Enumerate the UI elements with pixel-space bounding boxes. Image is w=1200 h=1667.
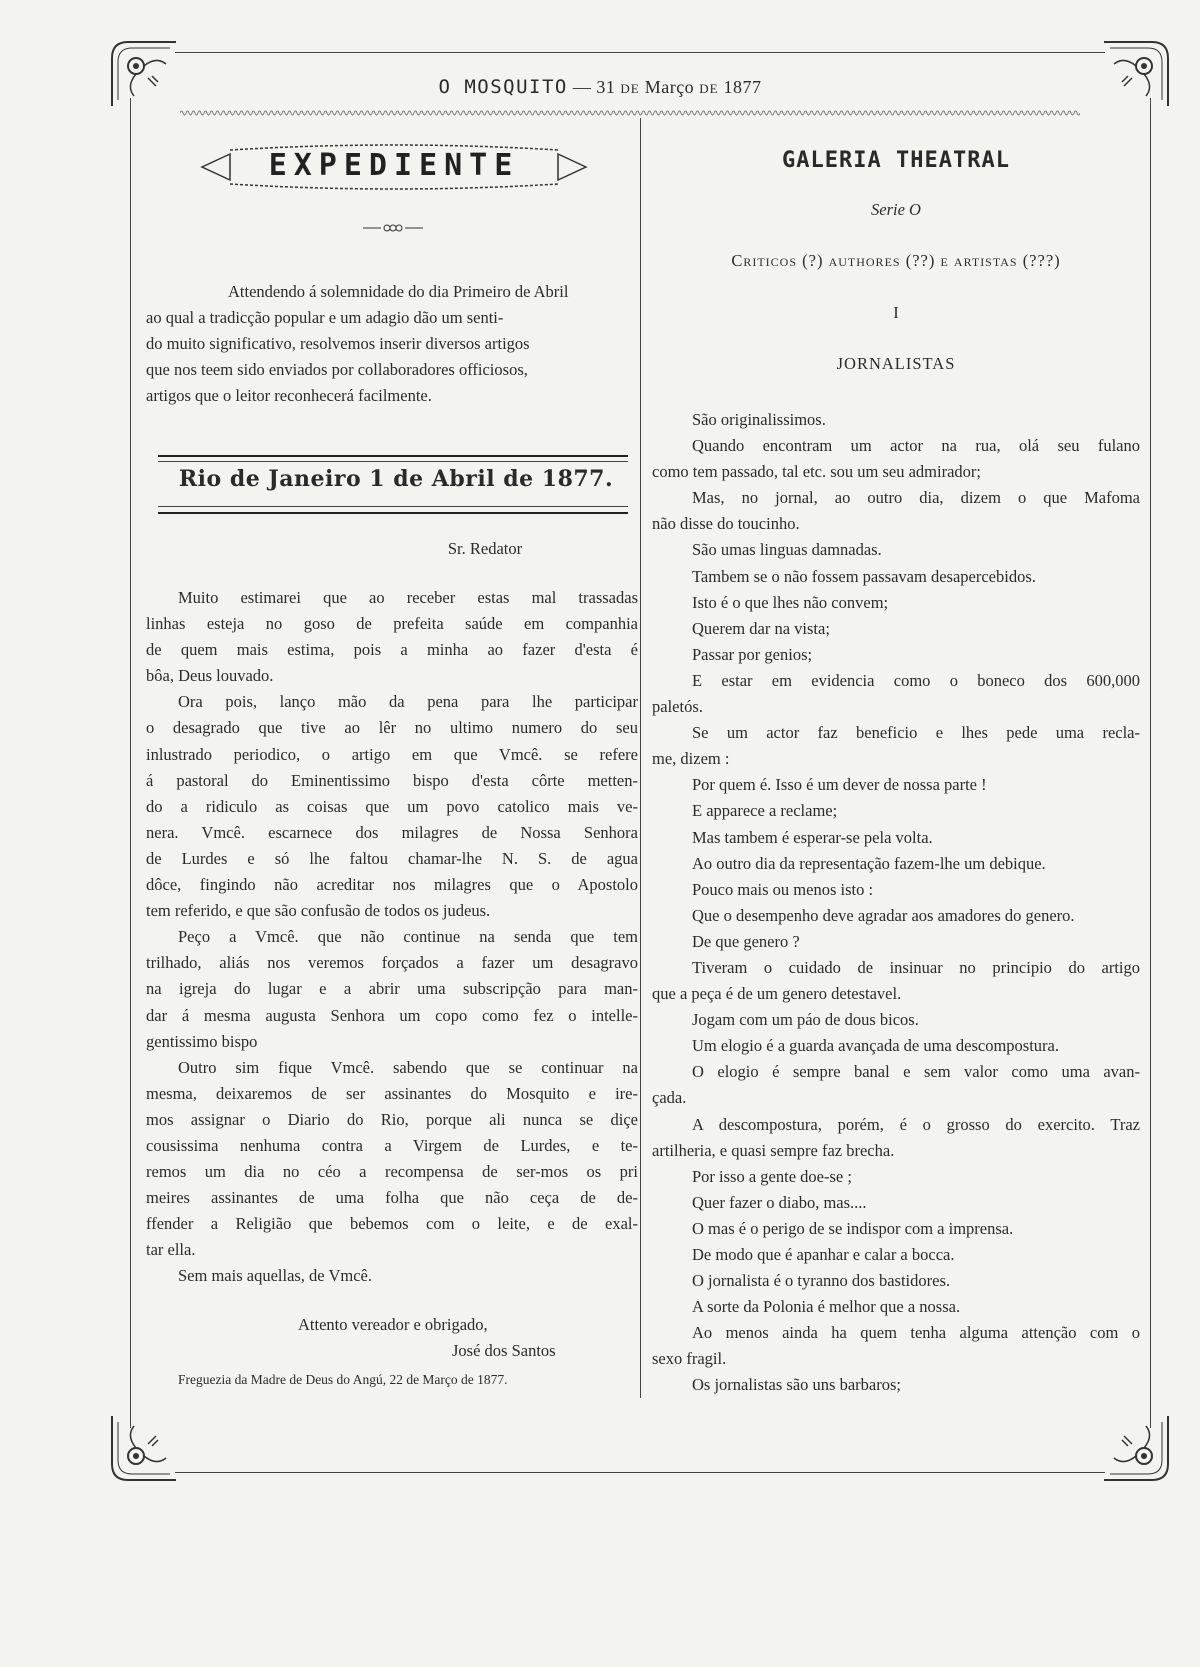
text-line: çada. — [652, 1088, 687, 1108]
text-line: Quando encontram um actor na rua, olá seu fulano — [692, 436, 1140, 456]
text-line: do a ridiculo as coisas que um povo catolico mais ve- — [146, 796, 638, 816]
left-border — [130, 98, 131, 1428]
masthead-de: DE — [699, 81, 719, 96]
text-line: paletós. — [652, 697, 703, 717]
ornament-corner-icon — [1100, 1412, 1172, 1484]
text-line: sexo fragil. — [652, 1349, 727, 1369]
text-line: mesma, deixaremos de ser assinantes do Mosquito e ire- — [146, 1083, 638, 1103]
text-line: Outro sim fique Vmcê. sabendo que se continuar na — [178, 1057, 638, 1077]
text-line: de quem mais estima, pois a minha ao fazer d'esta é — [146, 640, 638, 660]
text-line: o desagrado que tive ao lêr no ultimo numero do seu — [146, 718, 638, 738]
text-line: me, dizem : — [652, 749, 730, 769]
text-line: Os jornalistas são uns barbaros; — [692, 1375, 901, 1395]
text-line: Tiveram o cuidado de insinuar no principio do artigo — [692, 957, 1140, 977]
heading-rule-top-thin — [158, 461, 628, 462]
salutation: Sr. Redator — [447, 539, 523, 558]
text-line: á pastoral do Eminentissimo bispo d'esta côrte metten- — [146, 770, 638, 790]
text-line: De modo que é apanhar e calar a bocca. — [692, 1245, 955, 1264]
text-line: que a peça é de um genero detestavel. — [652, 984, 902, 1004]
intro-line: artigos que o leitor reconhecerá facilmente. — [146, 386, 432, 405]
masthead-year: 1877 — [723, 77, 762, 97]
text-line: O jornalista é o tyranno dos bastidores. — [692, 1271, 950, 1291]
text-line: inlustrado periodico, o artigo em que Vmcê. se refere — [146, 744, 638, 764]
masthead-dash: — — [572, 77, 592, 97]
text-line: cousissima nenhuma contra a Virgem de Lurdes, e te- — [146, 1135, 638, 1155]
text-line: remos um dia no céo a recompensa de ser-mos os pri — [146, 1162, 638, 1182]
section-title: JORNALISTAS — [836, 354, 956, 373]
text-line: bôa, Deus louvado. — [146, 666, 274, 686]
signature: José dos Santos — [452, 1341, 556, 1360]
text-line: E apparece a reclame; — [692, 801, 838, 821]
text-line: Ao outro dia da representação fazem-lhe um debique. — [692, 853, 1046, 873]
text-line: Tambem se o não fossem passavam desapercebidos. — [692, 566, 1036, 586]
place-date: Freguezia da Madre de Deus do Angú, 22 de Março de 1877. — [178, 1372, 508, 1387]
text-line: Isto é o que lhes não convem; — [692, 592, 889, 612]
text-line: linhas esteja no goso de prefeita saúde em companhia — [146, 614, 638, 634]
text-line: Por quem é. Isso é um dever de nossa parte ! — [692, 775, 987, 795]
text-line: Que o desempenho deve agradar aos amadores do genero. — [692, 905, 1075, 925]
intro-line: Attendendo á solemnidade do dia Primeiro de Abril — [228, 282, 569, 301]
text-line: meires assinantes de uma folha que não ceça de de- — [146, 1188, 638, 1208]
masthead-day: 31 — [596, 77, 616, 97]
serie-label: Serie O — [871, 200, 921, 219]
text-line: dar á mesma augusta Senhora um copo como fez o intelle- — [146, 1005, 638, 1025]
roman-numeral: I — [893, 303, 899, 322]
text-line: O elogio é sempre banal e sem valor como uma avan- — [692, 1062, 1140, 1082]
ornament-corner-icon — [1100, 38, 1172, 110]
heading-rule-top — [158, 455, 628, 457]
expediente-title: EXPEDIENTE — [268, 148, 520, 183]
text-line: artilheria, e quasi sempre faz brecha. — [652, 1140, 895, 1160]
text-line: não disse do toucinho. — [652, 514, 800, 534]
text-line: tem referido, e que são confusão de todos os judeus. — [146, 901, 491, 921]
text-line: Pouco mais ou menos isto : — [692, 879, 874, 899]
text-line: gentissimo bispo — [146, 1031, 258, 1051]
closing-line: Attento vereador e obrigado, — [298, 1315, 488, 1334]
text-line: na igreja do lugar e a abrir uma subscripção para man- — [146, 979, 638, 999]
masthead-month: Março — [644, 77, 695, 97]
expediente-intro — [146, 279, 644, 409]
divider-ornament-icon — [363, 222, 423, 234]
rio-heading: Rio de Janeiro 1 de Abril de 1877. — [178, 466, 614, 492]
galeria-title: GALERIA THEATRAL — [782, 148, 1010, 173]
text-line: De que genero ? — [692, 931, 800, 951]
wavy-rule-icon — [180, 108, 1080, 118]
text-line: mos assignar o Diario do Rio, porque ali nunca se diçe — [146, 1109, 638, 1129]
text-line: São originalissimos. — [692, 410, 826, 429]
text-line: de Lurdes e só lhe faltou chamar-lhe N. S. de agua — [146, 848, 638, 868]
top-border — [175, 52, 1105, 53]
right-border — [1150, 98, 1151, 1428]
letter-body — [146, 585, 638, 1290]
text-line: ffender a Religião que bebemos com o leite, e de exal- — [146, 1214, 638, 1234]
subtitle: Criticos (?) authores (??) e artistas (???) — [731, 251, 1061, 270]
text-line: Por isso a gente doe-se ; — [692, 1166, 852, 1186]
text-line: São umas linguas damnadas. — [692, 540, 882, 560]
text-line: Se um actor faz beneficio e lhes pede uma recla- — [692, 723, 1140, 743]
text-line: Mas, no jornal, ao outro dia, dizem o que Mafoma — [692, 488, 1140, 508]
masthead — [0, 76, 1200, 98]
text-line: tar ella. — [146, 1240, 196, 1260]
text-line: Muito estimarei que ao receber estas mal trassadas — [178, 588, 638, 607]
text-line: dôce, fingindo não acreditar nos milagres que o Apostolo — [146, 875, 638, 895]
intro-line: do muito significativo, resolvemos inserir diversos artigos — [146, 334, 530, 353]
text-line: Um elogio é a guarda avançada de uma descompostura. — [692, 1036, 1059, 1056]
text-line: Querem dar na vista; — [692, 618, 830, 638]
text-line: Ao menos ainda ha quem tenha alguma attenção com o — [692, 1323, 1140, 1343]
text-line: trilhado, aliás nos veremos forçados a fazer um desagravo — [146, 953, 638, 973]
ornament-corner-icon — [108, 38, 180, 110]
text-line: E estar em evidencia como o boneco dos 600,000 — [692, 670, 1140, 690]
heading-rule-bottom — [158, 512, 628, 514]
text-line: Mas tambem é esperar-se pela volta. — [692, 827, 933, 847]
text-line: Passar por genios; — [692, 644, 813, 664]
jornalistas-body — [652, 407, 1140, 1399]
text-line: Quer fazer o diabo, mas.... — [692, 1192, 867, 1212]
text-line: A sorte da Polonia é melhor que a nossa. — [692, 1297, 961, 1317]
intro-line: que nos teem sido enviados por collaboradores officiosos, — [146, 360, 528, 379]
text-line: Sem mais aquellas, de Vmcê. — [178, 1266, 372, 1286]
ornament-corner-icon — [108, 1412, 180, 1484]
paper-name: O MOSQUITO — [438, 76, 568, 98]
text-line: como tem passado, tal etc. sou um seu admirador; — [652, 462, 982, 482]
heading-rule-bottom-thin — [158, 506, 628, 507]
text-line: Ora pois, lanço mão da pena para lhe participar — [178, 692, 638, 712]
expediente-banner — [200, 142, 588, 192]
text-line: Peço a Vmcê. que não continue na senda que tem — [178, 927, 638, 947]
text-line: A descompostura, porém, é o grosso do exercito. Traz — [692, 1114, 1140, 1134]
text-line: Jogam com um páo de dous bicos. — [692, 1010, 919, 1030]
text-line: nera. Vmcê. escarnece dos milagres de Nossa Senhora — [146, 822, 638, 842]
masthead-de: DE — [620, 81, 640, 96]
text-line: O mas é o perigo de se indispor com a imprensa. — [692, 1218, 1014, 1238]
bottom-border — [175, 1472, 1105, 1473]
intro-line: ao qual a tradicção popular e um adagio dão um senti- — [146, 308, 504, 327]
